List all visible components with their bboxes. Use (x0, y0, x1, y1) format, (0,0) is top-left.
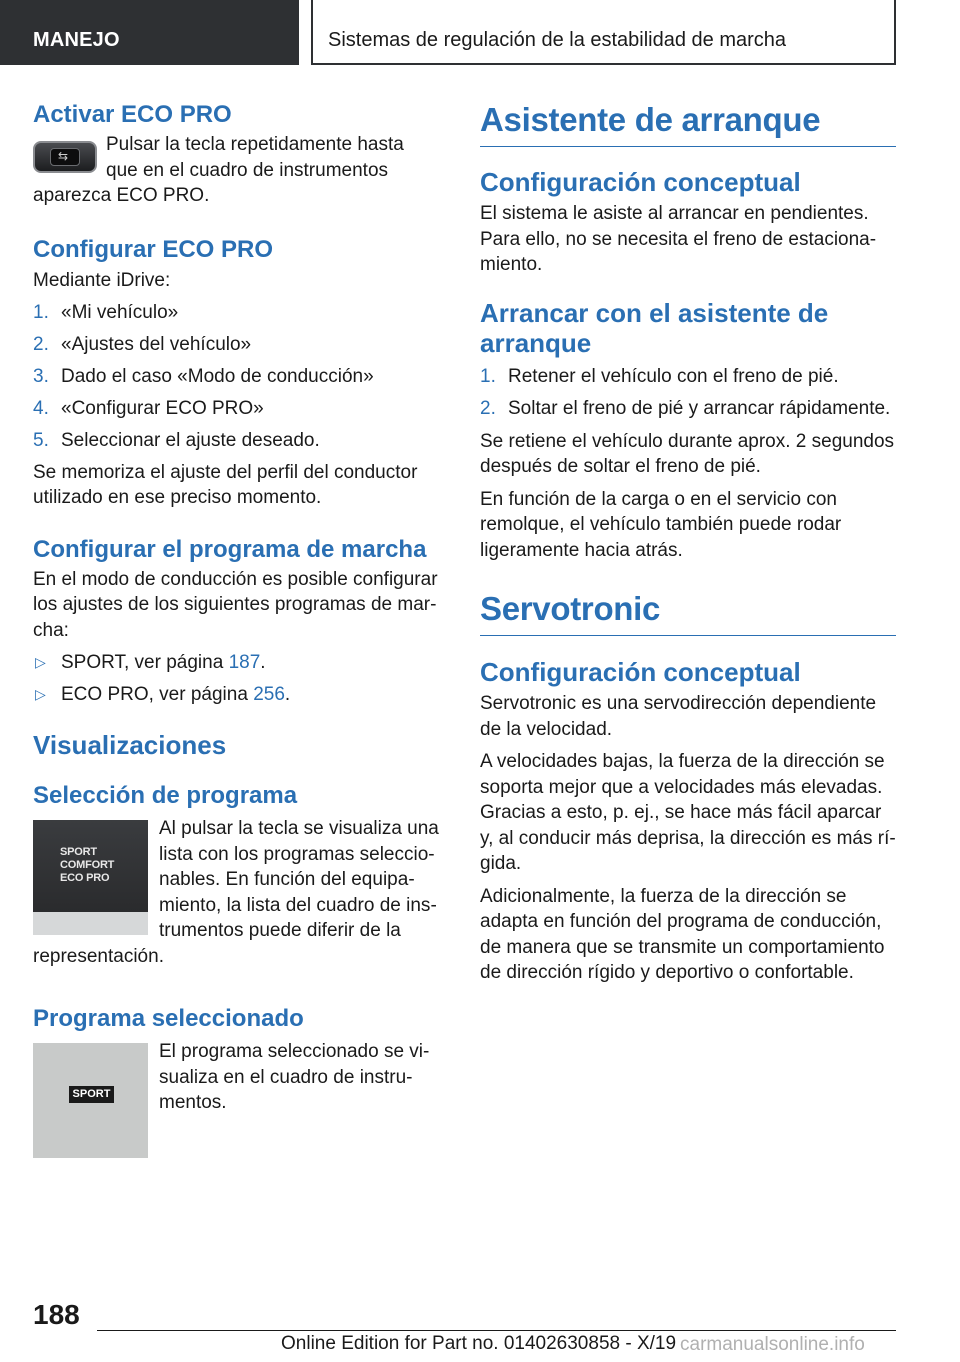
program-list-display: SPORT COMFORT ECO PRO (33, 820, 148, 935)
list-item: 2. Soltar el freno de pié y arrancar rápidamente. (480, 398, 891, 419)
servotronic-concept-title: Configuración conceptual (480, 657, 801, 687)
page-number: 188 (33, 1299, 80, 1330)
list-item: 5. Seleccionar el ajuste deseado. (33, 430, 320, 451)
header-chapter-label: Sistemas de regulación de la estabilidad de marcha (328, 29, 787, 51)
hill-start-section (480, 100, 896, 563)
header-section (0, 0, 299, 65)
right-column (480, 100, 896, 986)
drive-program-text: En el modo de conducción es posible configurar los ajustes de los siguientes programas de marcha: (33, 568, 438, 641)
page-link[interactable]: 256 (253, 683, 285, 705)
eco-activate-text: Pulsar la tecla repetidamente hasta que en el cuadro de instrumentos aparezca ECO PRO. (33, 134, 404, 206)
servotronic-p2: A velocidades bajas, la fuerza de la dirección se soporta mejor que a velocidades más elevadas. Gracias a esto, p. ej., se hace más fácil aparcar y, al conducir más deprisa, la dirección es más rígida. (480, 751, 896, 874)
list-item: ▷ SPORT, ver página 187. (33, 650, 439, 676)
triangle-bullet-icon: ▷ (35, 653, 46, 670)
eco-config-steps (33, 300, 439, 454)
eco-config-intro: Mediante iDrive: (33, 269, 171, 291)
servotronic-p1: Servotronic es una servodirección dependiente de la velocidad. (480, 693, 877, 740)
header-section-label: MANEJO (33, 29, 120, 51)
footer-rule (97, 1330, 896, 1331)
sport-badge: SPORT (69, 1086, 114, 1103)
list-item: 2. «Ajustes del vehículo» (33, 334, 252, 355)
drive-program-title: Configurar el programa de marcha (33, 535, 427, 563)
page-link[interactable]: 187 (228, 651, 261, 673)
servotronic-section (480, 589, 896, 986)
footer-edition: Online Edition for Part no. 01402630858 - X/19 (281, 1333, 677, 1354)
list-item: 1. «Mi vehículo» (33, 302, 179, 323)
displays-section (33, 731, 439, 1158)
servotronic-p3: Adicionalmente, la fuerza de la dirección se adapta en función del programa de conducción, de manera que se transmite un comportamiento de dirección rígido y deportivo o confortable. (480, 885, 885, 983)
eco-activate-title: Activar ECO PRO (33, 101, 232, 128)
servotronic-title: Servotronic (480, 589, 896, 636)
list-item: ▷ ECO PRO, ver página 256. (33, 682, 439, 708)
triangle-bullet-icon: ▷ (35, 685, 46, 702)
eco-config-title: Configurar ECO PRO (33, 235, 274, 263)
drive-program-section (33, 535, 439, 708)
eco-activate-section (33, 100, 439, 209)
watermark: carmanualsonline.info (680, 1334, 865, 1355)
hill-start-p2: En función de la carga o en el servicio con remolque, el vehículo también puede rodar ligeramente hacia atrás. (480, 488, 842, 561)
eco-config-note: Se memoriza el ajuste del perfil del conductor utilizado en ese preciso momento. (33, 461, 418, 508)
list-item: 3. Dado el caso «Modo de conducción» (33, 366, 374, 387)
displays-title: Visualizaciones (33, 730, 227, 760)
left-column (33, 100, 439, 1158)
hill-start-concept-title: Configuración conceptual (480, 167, 801, 197)
eco-button-icon: ⇆ (33, 141, 97, 173)
selected-program-text: El programa seleccionado se visualiza en el cuadro de instrumentos. (159, 1041, 430, 1113)
program-selection-title: Selección de programa (33, 782, 298, 809)
hill-start-title: Asistente de arranque (480, 100, 896, 147)
hill-start-concept-text: El sistema le asiste al arrancar en pendientes. Para ello, no se necesita el freno de estacionamiento. (480, 203, 877, 275)
eco-config-section (33, 235, 439, 511)
selected-program-display (33, 1043, 148, 1158)
hill-start-steps (480, 364, 896, 422)
hill-start-p1: Se retiene el vehículo durante aprox. 2 segundos después de soltar el freno de pié. (480, 430, 895, 477)
program-selection-text: Al pulsar la tecla se visualiza una lista con los programas seleccionables. En función del equipamiento, la lista del cuadro de instrumentos puede diferir de la representación. (33, 818, 439, 967)
list-item: 4. «Configurar ECO PRO» (33, 398, 264, 419)
hill-start-start-title: Arrancar con el asistente de arranque (480, 297, 829, 358)
list-item: 1. Retener el vehículo con el freno de pié. (480, 366, 839, 387)
header-chapter (311, 0, 896, 65)
drive-program-list (33, 650, 439, 708)
selected-program-title: Programa seleccionado (33, 1005, 304, 1032)
